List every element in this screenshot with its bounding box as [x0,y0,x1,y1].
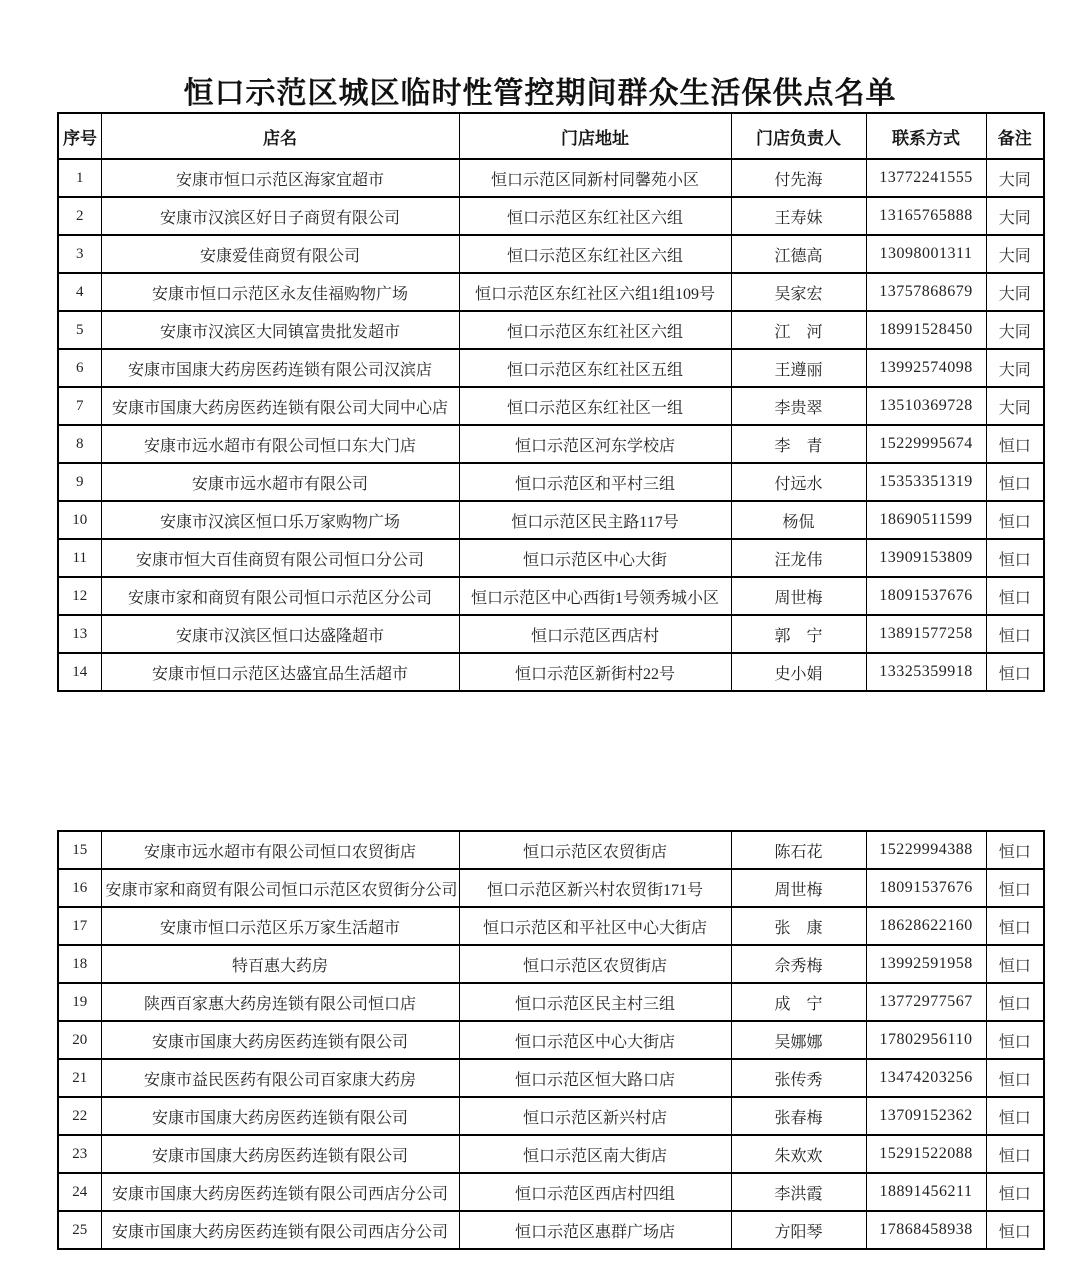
table-row [58,1173,1044,1211]
cell-row-number: 22 [58,1097,101,1135]
cell-store-address: 恒口示范区和平社区中心大街店 [459,907,731,945]
cell-remark: 大同 [986,159,1044,197]
table-row [58,197,1044,235]
cell-contact-phone: 13757868679 [866,273,986,311]
cell-store-address: 恒口示范区民主路117号 [459,501,731,539]
cell-store-manager: 郭 宁 [731,615,866,653]
cell-store-manager: 杨侃 [731,501,866,539]
cell-row-number: 8 [58,425,101,463]
table-row [58,349,1044,387]
cell-remark: 恒口 [986,653,1044,691]
cell-contact-phone: 13474203256 [866,1059,986,1097]
cell-row-number: 9 [58,463,101,501]
cell-store-address: 恒口示范区西店村 [459,615,731,653]
cell-store-address: 恒口示范区惠群广场店 [459,1211,731,1249]
cell-remark: 恒口 [986,1135,1044,1173]
cell-remark: 大同 [986,235,1044,273]
cell-row-number: 18 [58,945,101,983]
cell-store-name: 安康市远水超市有限公司 [101,463,459,501]
cell-store-address: 恒口示范区中心西街1号领秀城小区 [459,577,731,615]
cell-store-manager: 周世梅 [731,577,866,615]
cell-row-number: 20 [58,1021,101,1059]
cell-row-number: 11 [58,539,101,577]
cell-store-address: 恒口示范区新兴村农贸街171号 [459,869,731,907]
cell-store-name: 安康市国康大药房医药连锁有限公司西店分公司 [101,1173,459,1211]
cell-store-name: 安康市汉滨区恒口达盛隆超市 [101,615,459,653]
cell-row-number: 19 [58,983,101,1021]
cell-remark: 恒口 [986,907,1044,945]
cell-row-number: 24 [58,1173,101,1211]
cell-store-manager: 成 宁 [731,983,866,1021]
cell-store-manager: 吴家宏 [731,273,866,311]
cell-store-address: 恒口示范区南大街店 [459,1135,731,1173]
cell-row-number: 14 [58,653,101,691]
cell-store-name: 安康市汉滨区好日子商贸有限公司 [101,197,459,235]
header-cell-name: 店名 [101,113,459,159]
cell-contact-phone: 13909153809 [866,539,986,577]
cell-store-name: 安康市国康大药房医药连锁有限公司 [101,1135,459,1173]
cell-remark: 恒口 [986,1097,1044,1135]
cell-row-number: 17 [58,907,101,945]
cell-remark: 恒口 [986,539,1044,577]
table-row [58,311,1044,349]
cell-store-name: 陕西百家惠大药房连锁有限公司恒口店 [101,983,459,1021]
cell-contact-phone: 13891577258 [866,615,986,653]
cell-store-name: 安康市益民医药有限公司百家康大药房 [101,1059,459,1097]
cell-remark: 恒口 [986,1059,1044,1097]
cell-store-address: 恒口示范区中心大街 [459,539,731,577]
cell-store-name: 安康市恒口示范区海家宜超市 [101,159,459,197]
cell-row-number: 7 [58,387,101,425]
table-row [58,615,1044,653]
cell-contact-phone: 17802956110 [866,1021,986,1059]
table-row [58,463,1044,501]
table-row [58,831,1044,869]
cell-store-manager: 江德高 [731,235,866,273]
cell-remark: 恒口 [986,615,1044,653]
table-row [58,1059,1044,1097]
cell-store-manager: 吴娜娜 [731,1021,866,1059]
cell-store-name: 安康市国康大药房医药连锁有限公司西店分公司 [101,1211,459,1249]
cell-contact-phone: 13098001311 [866,235,986,273]
cell-contact-phone: 13772977567 [866,983,986,1021]
cell-store-name: 安康市汉滨区大同镇富贵批发超市 [101,311,459,349]
cell-remark: 恒口 [986,577,1044,615]
table-row [58,577,1044,615]
cell-contact-phone: 17868458938 [866,1211,986,1249]
cell-contact-phone: 15291522088 [866,1135,986,1173]
cell-store-address: 恒口示范区东红社区六组1组109号 [459,273,731,311]
cell-store-name: 安康市国康大药房医药连锁有限公司 [101,1021,459,1059]
cell-store-manager: 付远水 [731,463,866,501]
cell-contact-phone: 18991528450 [866,311,986,349]
cell-store-name: 安康市家和商贸有限公司恒口示范区农贸街分公司 [101,869,459,907]
cell-row-number: 3 [58,235,101,273]
cell-store-manager: 王遵丽 [731,349,866,387]
cell-remark: 恒口 [986,425,1044,463]
cell-store-name: 特百惠大药房 [101,945,459,983]
cell-contact-phone: 18690511599 [866,501,986,539]
cell-remark: 大同 [986,349,1044,387]
cell-store-address: 恒口示范区西店村四组 [459,1173,731,1211]
cell-store-address: 恒口示范区和平村三组 [459,463,731,501]
cell-contact-phone: 13992591958 [866,945,986,983]
header-cell-no: 序号 [58,113,101,159]
table-row [58,539,1044,577]
header-cell-address: 门店地址 [459,113,731,159]
cell-store-manager: 李洪霞 [731,1173,866,1211]
cell-contact-phone: 13772241555 [866,159,986,197]
cell-row-number: 5 [58,311,101,349]
cell-row-number: 4 [58,273,101,311]
cell-store-manager: 张 康 [731,907,866,945]
cell-store-address: 恒口示范区中心大街店 [459,1021,731,1059]
cell-store-name: 安康市恒口示范区达盛宜品生活超市 [101,653,459,691]
cell-row-number: 16 [58,869,101,907]
cell-store-manager: 史小娟 [731,653,866,691]
table-row [58,945,1044,983]
cell-contact-phone: 18891456211 [866,1173,986,1211]
cell-contact-phone: 18628622160 [866,907,986,945]
table-row [58,983,1044,1021]
cell-remark: 大同 [986,387,1044,425]
cell-row-number: 23 [58,1135,101,1173]
cell-store-name: 安康市国康大药房医药连锁有限公司大同中心店 [101,387,459,425]
table-row [58,1135,1044,1173]
cell-contact-phone: 15229994388 [866,831,986,869]
table-row [58,501,1044,539]
cell-contact-phone: 18091537676 [866,869,986,907]
cell-store-manager: 李 青 [731,425,866,463]
table-row [58,235,1044,273]
cell-store-address: 恒口示范区新兴村店 [459,1097,731,1135]
cell-row-number: 2 [58,197,101,235]
cell-contact-phone: 13992574098 [866,349,986,387]
cell-row-number: 12 [58,577,101,615]
table-header-row [58,113,1044,159]
page-title: 恒口示范区城区临时性管控期间群众生活保供点名单 [183,77,897,110]
cell-row-number: 6 [58,349,101,387]
cell-store-manager: 汪龙伟 [731,539,866,577]
cell-row-number: 25 [58,1211,101,1249]
cell-store-name: 安康市国康大药房医药连锁有限公司 [101,1097,459,1135]
cell-contact-phone: 18091537676 [866,577,986,615]
cell-remark: 恒口 [986,831,1044,869]
cell-store-address: 恒口示范区东红社区六组 [459,311,731,349]
header-cell-manager: 门店负责人 [731,113,866,159]
cell-store-manager: 付先海 [731,159,866,197]
table-row [58,1021,1044,1059]
cell-store-address: 恒口示范区河东学校店 [459,425,731,463]
cell-store-address: 恒口示范区东红社区六组 [459,197,731,235]
cell-remark: 恒口 [986,1211,1044,1249]
cell-store-name: 安康市汉滨区恒口乐万家购物广场 [101,501,459,539]
table-row [58,869,1044,907]
cell-store-name: 安康市远水超市有限公司恒口东大门店 [101,425,459,463]
cell-store-address: 恒口示范区新街村22号 [459,653,731,691]
cell-store-manager: 江 河 [731,311,866,349]
table-row [58,273,1044,311]
cell-store-manager: 方阳琴 [731,1211,866,1249]
cell-store-name: 安康市恒大百佳商贸有限公司恒口分公司 [101,539,459,577]
header-cell-phone: 联系方式 [866,113,986,159]
cell-store-name: 安康市恒口示范区永友佳福购物广场 [101,273,459,311]
cell-remark: 恒口 [986,869,1044,907]
cell-remark: 恒口 [986,463,1044,501]
table-row [58,653,1044,691]
cell-store-manager: 王寿妹 [731,197,866,235]
cell-store-name: 安康爱佳商贸有限公司 [101,235,459,273]
cell-store-address: 恒口示范区农贸街店 [459,831,731,869]
cell-store-manager: 陈石花 [731,831,866,869]
cell-contact-phone: 13325359918 [866,653,986,691]
cell-store-address: 恒口示范区东红社区五组 [459,349,731,387]
cell-store-address: 恒口示范区农贸街店 [459,945,731,983]
cell-store-manager: 张春梅 [731,1097,866,1135]
table-row [58,1097,1044,1135]
cell-row-number: 15 [58,831,101,869]
cell-remark: 恒口 [986,983,1044,1021]
cell-contact-phone: 15229995674 [866,425,986,463]
cell-store-manager: 李贵翠 [731,387,866,425]
cell-store-name: 安康市国康大药房医药连锁有限公司汉滨店 [101,349,459,387]
cell-store-name: 安康市远水超市有限公司恒口农贸街店 [101,831,459,869]
cell-store-manager: 周世梅 [731,869,866,907]
cell-store-address: 恒口示范区民主村三组 [459,983,731,1021]
cell-store-address: 恒口示范区东红社区一组 [459,387,731,425]
cell-contact-phone: 13709152362 [866,1097,986,1135]
cell-remark: 恒口 [986,1173,1044,1211]
cell-remark: 恒口 [986,1021,1044,1059]
cell-store-manager: 朱欢欢 [731,1135,866,1173]
supply-points-table-part2 [57,830,1045,1250]
table-row [58,387,1044,425]
cell-row-number: 21 [58,1059,101,1097]
cell-row-number: 10 [58,501,101,539]
cell-contact-phone: 13510369728 [866,387,986,425]
cell-store-manager: 佘秀梅 [731,945,866,983]
cell-remark: 大同 [986,273,1044,311]
cell-remark: 大同 [986,311,1044,349]
table-row [58,159,1044,197]
supply-points-table-part1 [57,112,1045,692]
table-row [58,1211,1044,1249]
cell-store-address: 恒口示范区恒大路口店 [459,1059,731,1097]
cell-remark: 恒口 [986,945,1044,983]
cell-store-name: 安康市家和商贸有限公司恒口示范区分公司 [101,577,459,615]
cell-row-number: 1 [58,159,101,197]
table-row [58,907,1044,945]
cell-remark: 大同 [986,197,1044,235]
cell-contact-phone: 13165765888 [866,197,986,235]
header-cell-note: 备注 [986,113,1044,159]
cell-store-manager: 张传秀 [731,1059,866,1097]
table-row [58,425,1044,463]
cell-store-address: 恒口示范区东红社区六组 [459,235,731,273]
cell-contact-phone: 15353351319 [866,463,986,501]
cell-row-number: 13 [58,615,101,653]
cell-store-name: 安康市恒口示范区乐万家生活超市 [101,907,459,945]
cell-store-address: 恒口示范区同新村同馨苑小区 [459,159,731,197]
cell-remark: 恒口 [986,501,1044,539]
